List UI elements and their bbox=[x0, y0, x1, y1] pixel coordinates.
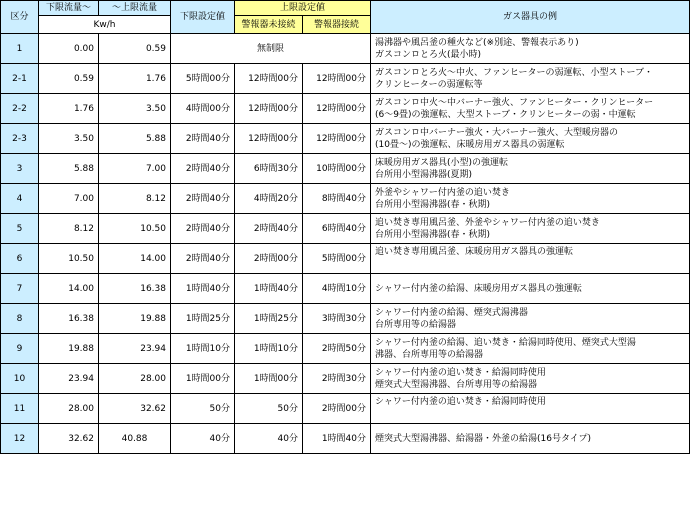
row-lower-setting: 1時間00分 bbox=[171, 364, 235, 394]
row-upper-not-connected: 6時間30分 bbox=[235, 154, 303, 184]
row-lower-setting: 40分 bbox=[171, 424, 235, 454]
row-upper-connected: 5時間00分 bbox=[303, 244, 371, 274]
row-lower-flow: 1.76 bbox=[39, 94, 99, 124]
row-upper-not-connected: 1時間00分 bbox=[235, 364, 303, 394]
row-upper-not-connected: 12時間00分 bbox=[235, 124, 303, 154]
row-upper-not-connected: 2時間00分 bbox=[235, 244, 303, 274]
example-line: (10畳～)の強運転、床暖房用ガス器具の弱運転 bbox=[375, 139, 565, 150]
example-line: 追い焚き専用風呂釜、床暖房用ガス器具の強運転 bbox=[375, 247, 574, 257]
row-kubun: 3 bbox=[1, 154, 39, 184]
row-lower-setting: 1時間10分 bbox=[171, 334, 235, 364]
row-upper-connected: 2時間50分 bbox=[303, 334, 371, 364]
row-upper-flow: 14.00 bbox=[99, 244, 171, 274]
row-lower-flow: 23.94 bbox=[39, 364, 99, 394]
row-examples bbox=[371, 244, 690, 274]
table-row bbox=[1, 94, 690, 124]
row-kubun: 2-1 bbox=[1, 64, 39, 94]
row-upper-not-connected: 12時間00分 bbox=[235, 94, 303, 124]
row-lower-setting: 1時間40分 bbox=[171, 274, 235, 304]
row-upper-not-connected: 50分 bbox=[235, 394, 303, 424]
example-line: 煙突式大型湯沸器、台所専用等の給湯器 bbox=[375, 379, 538, 390]
row-lower-setting: 1時間25分 bbox=[171, 304, 235, 334]
row-lower-flow: 7.00 bbox=[39, 184, 99, 214]
row-examples bbox=[371, 94, 690, 124]
example-line: ガスコンロとろ火～中火、ファンヒーターの弱運転、小型ストーブ・ bbox=[375, 67, 654, 78]
row-kubun: 10 bbox=[1, 364, 39, 394]
example-line: シャワー付内釜の追い焚き・給湯同時使用 bbox=[375, 397, 546, 407]
row-upper-connected: 3時間30分 bbox=[303, 304, 371, 334]
row-examples bbox=[371, 34, 690, 64]
row-kubun: 2-2 bbox=[1, 94, 39, 124]
example-line: シャワー付内釜の給湯、追い焚き・給湯同時使用、煙突式大型湯 bbox=[375, 337, 636, 348]
row-lower-setting: 4時間00分 bbox=[171, 94, 235, 124]
row-upper-flow: 7.00 bbox=[99, 154, 171, 184]
table-row bbox=[1, 154, 690, 184]
row-upper-connected: 10時間00分 bbox=[303, 154, 371, 184]
example-line: クリンヒーターの弱運転等 bbox=[375, 79, 483, 90]
row-upper-flow: 10.50 bbox=[99, 214, 171, 244]
row-upper-flow: 32.62 bbox=[99, 394, 171, 424]
row-examples bbox=[371, 334, 690, 364]
row-lower-setting: 2時間40分 bbox=[171, 184, 235, 214]
table-row bbox=[1, 64, 690, 94]
row-lower-flow: 19.88 bbox=[39, 334, 99, 364]
row-lower-setting: 5時間00分 bbox=[171, 64, 235, 94]
header-alarm-connected: 警報器接続 bbox=[303, 16, 371, 34]
row-lower-flow: 28.00 bbox=[39, 394, 99, 424]
table-row bbox=[1, 124, 690, 154]
row-kubun: 1 bbox=[1, 34, 39, 64]
row-kubun: 5 bbox=[1, 214, 39, 244]
row-lower-flow: 0.59 bbox=[39, 64, 99, 94]
header-upper-flow: ～上限流量 bbox=[99, 1, 171, 16]
row-upper-connected: 4時間10分 bbox=[303, 274, 371, 304]
header-alarm-not-connected: 警報器未接続 bbox=[235, 16, 303, 34]
row-upper-flow: 19.88 bbox=[99, 304, 171, 334]
row-examples bbox=[371, 64, 690, 94]
row-upper-not-connected: 12時間00分 bbox=[235, 64, 303, 94]
row-upper-not-connected: 4時間20分 bbox=[235, 184, 303, 214]
example-line: 沸器、台所専用等の給湯器 bbox=[375, 349, 484, 360]
table-row bbox=[1, 244, 690, 274]
header-kubun: 区分 bbox=[1, 1, 39, 34]
row-lower-setting: 2時間40分 bbox=[171, 154, 235, 184]
row-upper-connected: 2時間00分 bbox=[303, 394, 371, 424]
row-kubun: 9 bbox=[1, 334, 39, 364]
example-line: 台所用小型湯沸器(夏期) bbox=[375, 169, 473, 180]
example-line: シャワー付内釜の給湯、床暖房用ガス器具の強運転 bbox=[375, 283, 582, 294]
row-upper-not-connected: 1時間10分 bbox=[235, 334, 303, 364]
row-lower-flow: 32.62 bbox=[39, 424, 99, 454]
example-line: 床暖房用ガス器具(小型)の強運転 bbox=[375, 157, 509, 168]
row-upper-flow: 40.88 bbox=[99, 424, 171, 454]
header-lower-setting: 下限設定値 bbox=[171, 1, 235, 34]
header-unit: Kw/h bbox=[39, 16, 171, 34]
row-examples bbox=[371, 214, 690, 244]
example-line: 外釜やシャワー付内釜の追い焚き bbox=[375, 187, 510, 198]
example-line: ガスコンロ中バーナー強火・大バーナー強火、大型暖房器の bbox=[375, 127, 619, 138]
row-lower-setting: 2時間40分 bbox=[171, 124, 235, 154]
header-lower-flow: 下限流量～ bbox=[39, 1, 99, 16]
row-upper-connected: 12時間00分 bbox=[303, 64, 371, 94]
example-line: 台所用小型湯沸器(春・秋期) bbox=[375, 199, 491, 210]
header-examples: ガス器具の例 bbox=[371, 1, 690, 34]
row-lower-setting: 2時間40分 bbox=[171, 214, 235, 244]
row-lower-flow: 10.50 bbox=[39, 244, 99, 274]
row-upper-flow: 1.76 bbox=[99, 64, 171, 94]
row-examples bbox=[371, 154, 690, 184]
row-examples bbox=[371, 364, 690, 394]
row-lower-flow: 3.50 bbox=[39, 124, 99, 154]
row-kubun: 6 bbox=[1, 244, 39, 274]
row-examples bbox=[371, 124, 690, 154]
row-kubun: 12 bbox=[1, 424, 39, 454]
row-upper-connected: 1時間40分 bbox=[303, 424, 371, 454]
row-upper-connected: 2時間30分 bbox=[303, 364, 371, 394]
row-lower-flow: 5.88 bbox=[39, 154, 99, 184]
row-lower-flow: 0.00 bbox=[39, 34, 99, 64]
row-examples bbox=[371, 394, 690, 424]
row-upper-connected: 12時間00分 bbox=[303, 94, 371, 124]
row-lower-flow: 8.12 bbox=[39, 214, 99, 244]
row-examples bbox=[371, 184, 690, 214]
row-upper-connected: 12時間00分 bbox=[303, 124, 371, 154]
row-upper-flow: 5.88 bbox=[99, 124, 171, 154]
row-kubun: 11 bbox=[1, 394, 39, 424]
row-lower-setting: 50分 bbox=[171, 394, 235, 424]
row-upper-flow: 3.50 bbox=[99, 94, 171, 124]
row-kubun: 4 bbox=[1, 184, 39, 214]
example-line: 台所用小型湯沸器(春・秋期) bbox=[375, 229, 491, 240]
row-lower-flow: 14.00 bbox=[39, 274, 99, 304]
row-upper-flow: 23.94 bbox=[99, 334, 171, 364]
row-upper-flow: 8.12 bbox=[99, 184, 171, 214]
example-line: 台所専用等の給湯器 bbox=[375, 319, 457, 330]
table-row bbox=[1, 364, 690, 394]
row-lower-setting: 2時間40分 bbox=[171, 244, 235, 274]
row-kubun: 8 bbox=[1, 304, 39, 334]
example-line: ガスコンロとろ火(最小時) bbox=[375, 49, 482, 60]
row-upper-not-connected: 1時間40分 bbox=[235, 274, 303, 304]
row-upper-not-connected: 2時間40分 bbox=[235, 214, 303, 244]
header-upper-setting: 上限設定値 bbox=[235, 1, 371, 16]
example-line: (6～9畳)の強運転、大型ストーブ・クリンヒーターの弱・中運転 bbox=[375, 109, 636, 120]
row-kubun: 7 bbox=[1, 274, 39, 304]
table-row bbox=[1, 424, 690, 454]
row-lower-flow: 16.38 bbox=[39, 304, 99, 334]
example-line: 追い焚き専用風呂釜、外釜やシャワー付内釜の追い焚き bbox=[375, 217, 600, 228]
row-examples bbox=[371, 304, 690, 334]
example-line: ガスコンロ中火～中バーナー強火、ファンヒーター・クリンヒーター bbox=[375, 97, 654, 108]
example-line: 湯沸器や風呂釜の種火など(※別途、警報表示あり) bbox=[375, 37, 579, 48]
row-upper-flow: 16.38 bbox=[99, 274, 171, 304]
example-line: シャワー付内釜の追い焚き・給湯同時使用 bbox=[375, 367, 546, 378]
table-row bbox=[1, 274, 690, 304]
row-upper-not-connected: 1時間25分 bbox=[235, 304, 303, 334]
table-row bbox=[1, 394, 690, 424]
row-upper-not-connected: 40分 bbox=[235, 424, 303, 454]
row-upper-flow: 28.00 bbox=[99, 364, 171, 394]
table-row bbox=[1, 304, 690, 334]
row-kubun: 2-3 bbox=[1, 124, 39, 154]
row-upper-connected: 6時間40分 bbox=[303, 214, 371, 244]
example-line: シャワー付内釜の給湯、煙突式湯沸器 bbox=[375, 307, 528, 318]
example-line: 煙突式大型湯沸器、給湯器・外釜の給湯(16号タイプ) bbox=[375, 433, 592, 444]
row-unlimited: 無制限 bbox=[171, 34, 371, 64]
table-row bbox=[1, 334, 690, 364]
row-upper-flow: 0.59 bbox=[99, 34, 171, 64]
table-row bbox=[1, 34, 690, 64]
table-row bbox=[1, 184, 690, 214]
row-upper-connected: 8時間40分 bbox=[303, 184, 371, 214]
row-examples bbox=[371, 424, 690, 454]
table-row bbox=[1, 214, 690, 244]
row-examples bbox=[371, 274, 690, 304]
